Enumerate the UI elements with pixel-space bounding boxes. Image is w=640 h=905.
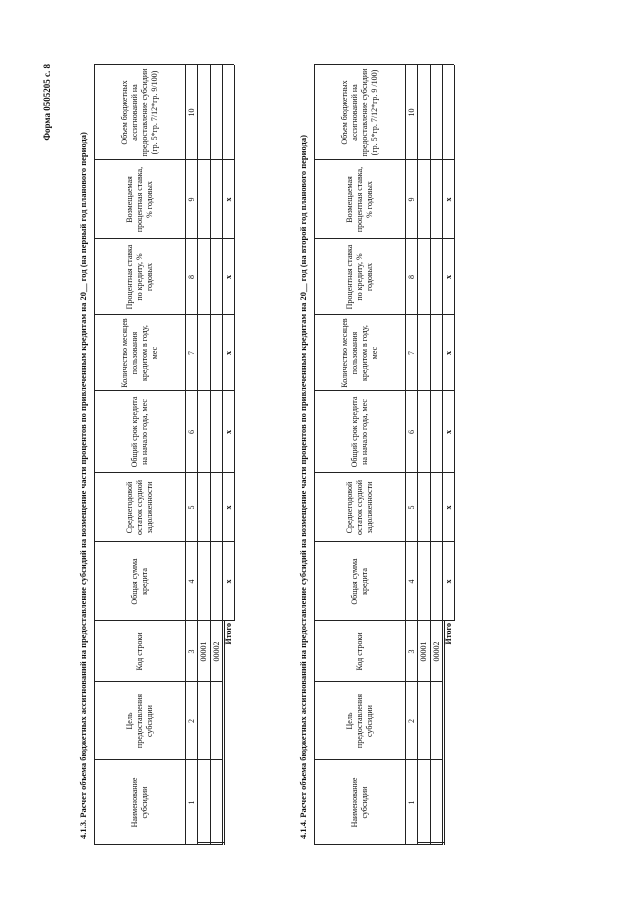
- column-number: 7: [186, 351, 196, 355]
- total-cell: x: [443, 579, 453, 584]
- table-rule: [94, 844, 222, 845]
- column-header: Код строки: [354, 632, 364, 671]
- table-rule: [234, 65, 235, 621]
- table-rule: [314, 238, 454, 239]
- row-code: 00001: [419, 641, 428, 662]
- column-header: Процентная ставка по кредиту, % годовых: [344, 244, 374, 310]
- table-rule: [94, 64, 234, 65]
- total-cell: x: [443, 197, 453, 202]
- table-rule: [454, 65, 455, 621]
- column-header: Общий срок кредита на начало года, мес: [349, 396, 369, 468]
- column-header: Общая сумма кредита: [349, 558, 369, 605]
- table-rule: [210, 65, 211, 845]
- table-rule: [314, 159, 454, 160]
- section-2-table: [314, 65, 508, 845]
- table-rule: [314, 390, 454, 391]
- table-rule: [94, 238, 234, 239]
- table-rule: [314, 759, 442, 760]
- column-header: Количество месяцев пользования кредитом в году, мес: [339, 318, 379, 388]
- column-number: 9: [186, 197, 196, 202]
- total-cell: x: [223, 505, 233, 510]
- table-rule: [94, 390, 234, 391]
- row-code: 00002: [211, 641, 221, 662]
- total-label: Итого: [223, 623, 233, 645]
- column-number: 1: [186, 800, 196, 805]
- column-header: Возмещаемая процентная ставка, % годовых: [344, 166, 374, 233]
- column-number: 5: [186, 505, 196, 510]
- table-rule: [314, 65, 315, 845]
- table-rule: [94, 314, 234, 315]
- column-header: Среднегодовой остаток ссудной задолженности: [344, 479, 374, 536]
- column-number: 6: [186, 430, 196, 434]
- column-header: Наименование субсидии: [129, 777, 149, 828]
- column-number: 1: [406, 800, 416, 805]
- column-header: Объем бюджетных ассигнований на предоставление субсидии (гр. 5*гр. 7/12*гр. 9/100): [119, 68, 159, 157]
- column-number: 3: [186, 649, 196, 654]
- column-number: 2: [406, 719, 416, 723]
- column-header: Код строки: [134, 632, 144, 671]
- total-cell: x: [443, 275, 453, 279]
- total-label: Итого: [443, 623, 453, 645]
- table-rule: [94, 65, 95, 845]
- table-rule: [314, 314, 454, 315]
- total-cell: x: [223, 579, 233, 584]
- section-1-table: [94, 65, 288, 845]
- table-rule: [94, 472, 234, 473]
- total-cell: [222, 65, 234, 160]
- table-rule: [197, 842, 224, 843]
- column-number: 10: [406, 108, 416, 117]
- row-code: 00001: [199, 641, 208, 662]
- form-code: Форма 0505205 с. 8: [42, 64, 52, 141]
- column-number: 5: [406, 505, 416, 510]
- column-number: 3: [406, 649, 416, 654]
- section-1-title: 4.1.3. Расчет объема бюджетных ассигнований на предоставление субсидий на возмещение части процентов по привлеченным кредитам на 20__ год (на первый год планового периода): [78, 132, 88, 839]
- total-cell: x: [443, 430, 453, 434]
- column-number: 2: [186, 719, 196, 723]
- table-rule: [417, 842, 444, 843]
- column-header: Среднегодовой остаток ссудной задолженности: [124, 479, 154, 536]
- total-cell: x: [223, 430, 233, 434]
- row-code: 00002: [431, 641, 441, 662]
- total-cell: x: [223, 275, 233, 279]
- column-header: Возмещаемая процентная ставка, % годовых: [124, 166, 154, 233]
- column-header: Наименование субсидии: [349, 777, 369, 828]
- table-rule: [314, 541, 454, 542]
- column-number: 7: [406, 351, 416, 355]
- column-header: Общая сумма кредита: [129, 558, 149, 605]
- column-number: 4: [186, 579, 196, 584]
- column-header: Цель предоставления субсидии: [124, 693, 154, 749]
- table-rule: [417, 65, 418, 845]
- table-rule: [314, 844, 442, 845]
- total-cell: x: [223, 197, 233, 202]
- table-rule: [314, 64, 454, 65]
- total-cell: x: [443, 505, 453, 510]
- column-header: Общий срок кредита на начало года, мес: [129, 396, 149, 468]
- column-header: Процентная ставка по кредиту, % годовых: [124, 244, 154, 310]
- total-cell: x: [443, 351, 453, 355]
- table-rule: [430, 65, 431, 845]
- table-rule: [197, 65, 198, 845]
- column-number: 8: [406, 275, 416, 279]
- section-2-title: 4.1.4. Расчет объема бюджетных ассигнований на предоставление субсидий на возмещение части процентов по привлеченным кредитам на 20__ год (на второй год планового периода): [298, 135, 308, 839]
- column-number: 8: [186, 275, 196, 279]
- column-number: 4: [406, 579, 416, 584]
- column-number: 9: [406, 197, 416, 202]
- column-number: 6: [406, 430, 416, 434]
- column-number: 10: [186, 108, 196, 117]
- table-rule: [314, 472, 454, 473]
- table-rule: [94, 759, 222, 760]
- table-rule: [94, 541, 234, 542]
- column-header: Количество месяцев пользования кредитом в году, мес: [119, 318, 159, 388]
- total-cell: [442, 65, 454, 160]
- table-rule: [94, 159, 234, 160]
- total-cell: x: [223, 351, 233, 355]
- column-header: Цель предоставления субсидии: [344, 693, 374, 749]
- column-header: Объем бюджетных ассигнований на предоставление субсидии (гр. 5*гр. 7/12*гр. 9 /100): [339, 68, 379, 157]
